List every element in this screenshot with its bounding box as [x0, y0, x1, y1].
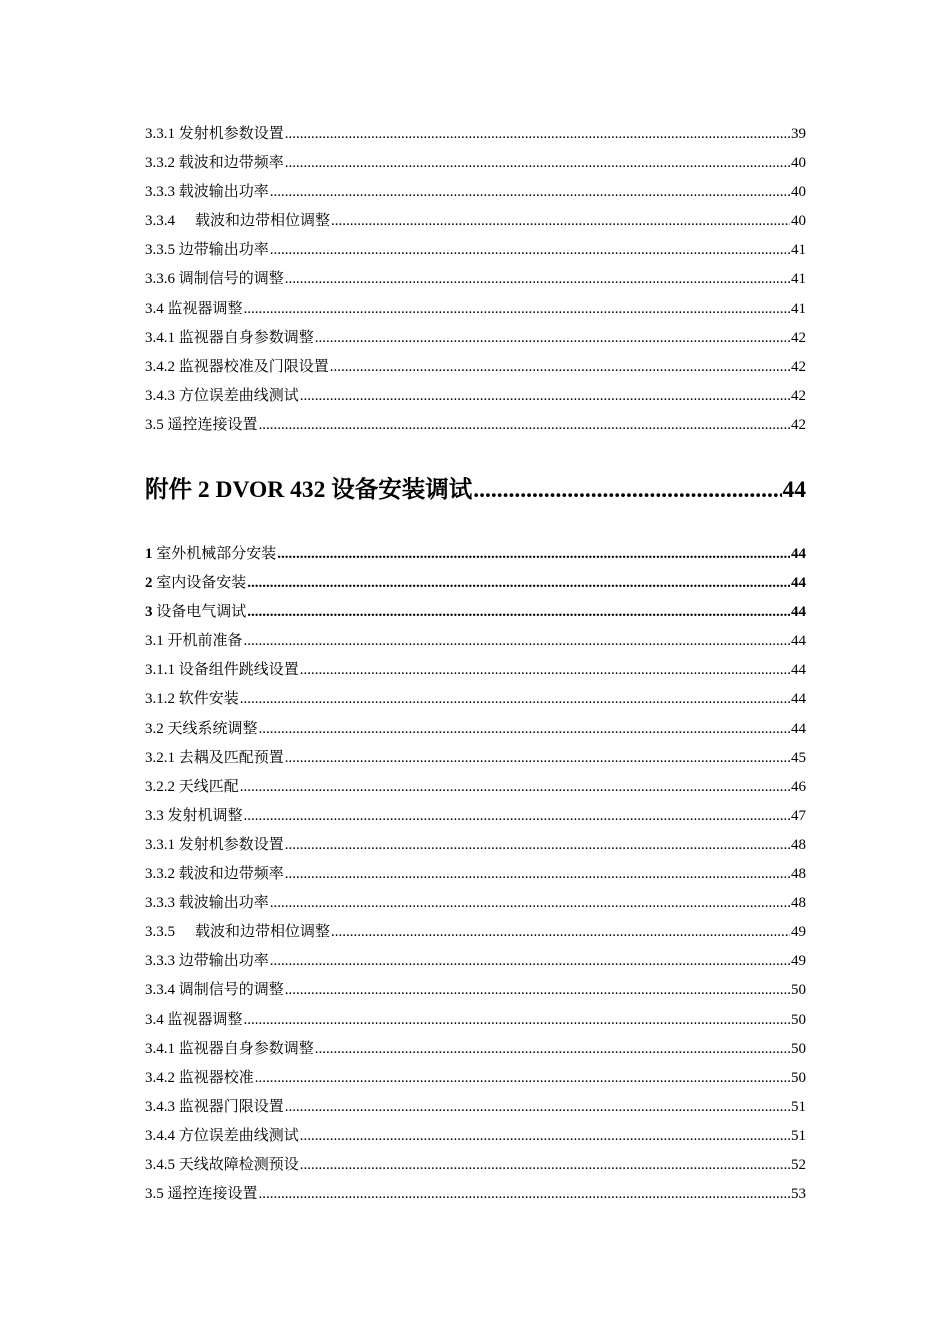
toc-entry-page: 48	[791, 866, 806, 883]
toc-entry-title: 方位误差曲线测试	[178, 387, 299, 404]
toc-entry-title: 遥控连接设置	[167, 416, 258, 433]
toc-leader-dots	[300, 382, 790, 411]
toc-entry-number: 3.3.4	[145, 213, 175, 230]
toc-entry-page: 46	[791, 778, 806, 795]
toc-entry-page: 48	[791, 836, 806, 853]
toc-leader-dots	[255, 1064, 790, 1093]
toc-entry-page: 41	[791, 242, 806, 259]
toc-entry-number: 3.3.4	[145, 982, 175, 999]
toc-entry-number: 3.3.3	[145, 184, 175, 201]
toc-entry-number: 3.1.2	[145, 691, 175, 708]
toc-entry[interactable]	[145, 149, 806, 178]
toc-entry-page: 44	[791, 604, 806, 621]
toc-entry-number: 3.3.2	[145, 155, 175, 172]
toc-entry-title: 边带输出功率	[178, 242, 269, 259]
toc-leader-dots	[285, 1093, 790, 1122]
toc-entry[interactable]	[145, 656, 806, 685]
toc-entry-number: 3.4.2	[145, 1069, 175, 1086]
toc-leader-dots	[277, 540, 790, 569]
toc-entry[interactable]	[145, 236, 806, 265]
toc-leader-dots	[259, 715, 790, 744]
toc-entry-number: 3.4.3	[145, 387, 175, 404]
toc-entry-title: 天线系统调整	[167, 720, 258, 737]
toc-entry[interactable]	[145, 1122, 806, 1151]
toc-entry-page: 47	[791, 807, 806, 824]
toc-leader-dots	[247, 569, 790, 598]
toc-entry-title: 边带输出功率	[178, 953, 269, 970]
toc-entry[interactable]	[145, 207, 806, 236]
toc-entry-page: 41	[791, 300, 806, 317]
toc-entry-page: 51	[791, 1127, 806, 1144]
toc-entry-number: 3.3.1	[145, 126, 175, 142]
toc-entry-number: 3.3	[145, 807, 164, 824]
toc-entry-page: 44	[791, 575, 806, 592]
toc-entry-number: 3.5	[145, 416, 164, 433]
toc-leader-dots	[331, 207, 790, 236]
toc-leader-dots	[473, 470, 781, 510]
toc-entry[interactable]	[145, 889, 806, 918]
toc-entry[interactable]	[145, 773, 806, 802]
toc-entry[interactable]	[145, 1180, 806, 1209]
toc-section-continued	[145, 120, 806, 440]
toc-leader-dots	[259, 1180, 790, 1209]
toc-entry-page: 41	[791, 271, 806, 288]
toc-entry-title: 发射机参数设置	[178, 836, 284, 853]
toc-entry-number: 3.1.1	[145, 662, 175, 679]
toc-entry-title: 载波和边带相位调整	[195, 924, 331, 941]
toc-entry-title: 监视器门限设置	[178, 1098, 284, 1115]
toc-entry[interactable]	[145, 1006, 806, 1035]
toc-entry-number: 3.2.2	[145, 778, 175, 795]
toc-entry-page: 44	[791, 546, 806, 562]
toc-entry-page: 49	[791, 953, 806, 970]
toc-entry-title: 软件安装	[178, 691, 239, 708]
toc-entry-number: 3.4.1	[145, 1040, 175, 1057]
toc-entry-number: 3.4	[145, 300, 164, 317]
toc-entry-page: 45	[791, 749, 806, 766]
toc-entry-page: 42	[791, 358, 806, 375]
toc-entry-title: 发射机调整	[167, 807, 243, 824]
toc-entry[interactable]	[145, 744, 806, 773]
toc-leader-dots	[285, 744, 790, 773]
toc-entry-number: 3.3.3	[145, 895, 175, 912]
toc-entry-page: 50	[791, 1069, 806, 1086]
toc-entry-title: 设备组件跳线设置	[178, 662, 299, 679]
toc-entry-page: 40	[791, 155, 806, 172]
toc-leader-dots	[285, 265, 790, 294]
toc-leader-dots	[270, 889, 790, 918]
toc-entry-title: 监视器校准及门限设置	[178, 358, 329, 375]
toc-entry-title: 开机前准备	[167, 633, 243, 650]
toc-entry-number: 3.3.5	[145, 242, 175, 259]
toc-entry-title: 监视器自身参数调整	[178, 329, 314, 346]
toc-entry-page: 40	[791, 184, 806, 201]
toc-section-appendix2	[145, 540, 806, 1209]
toc-entry-page: 42	[791, 387, 806, 404]
toc-entry[interactable]	[145, 324, 806, 353]
toc-entry-title: 监视器调整	[167, 300, 243, 317]
toc-entry-page: 50	[791, 1040, 806, 1057]
toc-entry-number: 3.2	[145, 720, 164, 737]
toc-entry-number: 3.3.6	[145, 271, 175, 288]
toc-entry[interactable]	[145, 178, 806, 207]
toc-leader-dots	[330, 353, 790, 382]
toc-entry[interactable]	[145, 120, 806, 149]
toc-entry[interactable]	[145, 802, 806, 831]
toc-entry-number: 3.3.1	[145, 836, 175, 853]
toc-entry[interactable]	[145, 1064, 806, 1093]
toc-leader-dots	[300, 656, 790, 685]
toc-entry-page: 53	[791, 1186, 806, 1203]
toc-entry[interactable]	[145, 685, 806, 714]
toc-entry-number: 3.4.1	[145, 329, 175, 346]
toc-entry-title: 监视器自身参数调整	[178, 1040, 314, 1057]
toc-entry[interactable]	[145, 598, 806, 627]
toc-entry-title: 设备电气调试	[156, 604, 247, 621]
toc-entry-title: 调制信号的调整	[178, 271, 284, 288]
toc-entry-page: 48	[791, 895, 806, 912]
toc-heading-title: 附件 2 DVOR 432 设备安装调试	[145, 477, 473, 503]
toc-leader-dots	[240, 685, 790, 714]
toc-entry[interactable]	[145, 860, 806, 889]
toc-entry[interactable]	[145, 918, 806, 947]
toc-entry-title: 调制信号的调整	[178, 982, 284, 999]
toc-entry-page: 39	[791, 126, 806, 142]
toc-entry-number: 2	[145, 575, 153, 592]
toc-leader-dots	[270, 178, 790, 207]
toc-entry-page: 42	[791, 329, 806, 346]
toc-leader-dots	[244, 295, 790, 324]
toc-entry[interactable]	[145, 831, 806, 860]
toc-entry[interactable]	[145, 715, 806, 744]
toc-entry-title: 方位误差曲线测试	[178, 1127, 299, 1144]
toc-entry[interactable]	[145, 295, 806, 324]
toc-leader-dots	[240, 773, 790, 802]
toc-entry-number: 3.3.5	[145, 924, 175, 941]
toc-entry-title: 监视器调整	[167, 1011, 243, 1028]
toc-leader-dots	[247, 598, 790, 627]
toc-leader-dots	[244, 802, 790, 831]
toc-entry-page: 42	[791, 416, 806, 433]
toc-entry[interactable]	[145, 569, 806, 598]
toc-entry-number: 3.4.4	[145, 1127, 175, 1144]
toc-heading-entry[interactable]	[145, 470, 806, 510]
toc-leader-dots	[300, 1122, 790, 1151]
toc-entry-title: 室外机械部分安装	[156, 546, 277, 562]
toc-entry-title: 载波输出功率	[178, 184, 269, 201]
toc-entry-number: 3.4.2	[145, 358, 175, 375]
toc-entry-number: 3.4	[145, 1011, 164, 1028]
toc-entry-title: 室内设备安装	[156, 575, 247, 592]
toc-entry-page: 44	[791, 662, 806, 679]
toc-entry-page: 51	[791, 1098, 806, 1115]
toc-entry[interactable]	[145, 1035, 806, 1064]
toc-entry-title: 天线匹配	[178, 778, 239, 795]
toc-entry-number: 3.3.3	[145, 953, 175, 970]
toc-leader-dots	[285, 831, 790, 860]
toc-leader-dots	[285, 120, 790, 149]
toc-entry-page: 49	[791, 924, 806, 941]
toc-leader-dots	[244, 627, 790, 656]
toc-entry[interactable]	[145, 976, 806, 1005]
toc-entry-page: 52	[791, 1156, 806, 1173]
toc-entry-title: 遥控连接设置	[167, 1186, 258, 1203]
toc-entry-title: 载波和边带相位调整	[195, 213, 331, 230]
toc-entry-title: 发射机参数设置	[178, 126, 284, 142]
toc-leader-dots	[259, 411, 790, 440]
toc-entry-page: 44	[791, 633, 806, 650]
toc-entry-title: 去耦及匹配预置	[178, 749, 284, 766]
toc-entry-page: 44	[791, 720, 806, 737]
toc-entry[interactable]	[145, 540, 806, 569]
toc-leader-dots	[331, 918, 790, 947]
toc-entry[interactable]	[145, 947, 806, 976]
toc-entry-page: 40	[791, 213, 806, 230]
toc-entry-title: 监视器校准	[178, 1069, 254, 1086]
toc-leader-dots	[315, 1035, 790, 1064]
toc-entry-page: 44	[791, 691, 806, 708]
toc-appendix-heading	[145, 470, 806, 510]
toc-entry[interactable]	[145, 1093, 806, 1122]
toc-entry-title: 载波和边带频率	[178, 155, 284, 172]
toc-entry-number: 3.2.1	[145, 749, 175, 766]
toc-entry[interactable]	[145, 627, 806, 656]
toc-entry[interactable]	[145, 265, 806, 294]
toc-entry-title: 天线故障检测预设	[178, 1156, 299, 1173]
toc-leader-dots	[270, 236, 790, 265]
toc-entry[interactable]	[145, 382, 806, 411]
toc-entry-page: 50	[791, 982, 806, 999]
toc-leader-dots	[315, 324, 790, 353]
toc-heading-page: 44	[782, 477, 806, 503]
toc-entry-number: 3.4.5	[145, 1156, 175, 1173]
toc-entry[interactable]	[145, 353, 806, 382]
toc-entry-number: 1	[145, 546, 153, 562]
toc-entry-page: 50	[791, 1011, 806, 1028]
toc-entry-title: 载波输出功率	[178, 895, 269, 912]
toc-entry-number: 3.4.3	[145, 1098, 175, 1115]
toc-leader-dots	[285, 976, 790, 1005]
toc-entry-title: 载波和边带频率	[178, 866, 284, 883]
toc-entry-number: 3.3.2	[145, 866, 175, 883]
toc-entry[interactable]	[145, 1151, 806, 1180]
toc-leader-dots	[244, 1006, 790, 1035]
toc-leader-dots	[300, 1151, 790, 1180]
toc-entry-number: 3.1	[145, 633, 164, 650]
toc-leader-dots	[285, 860, 790, 889]
toc-leader-dots	[270, 947, 790, 976]
toc-entry[interactable]	[145, 411, 806, 440]
toc-entry-number: 3.5	[145, 1186, 164, 1203]
toc-entry-number: 3	[145, 604, 153, 621]
toc-leader-dots	[285, 149, 790, 178]
